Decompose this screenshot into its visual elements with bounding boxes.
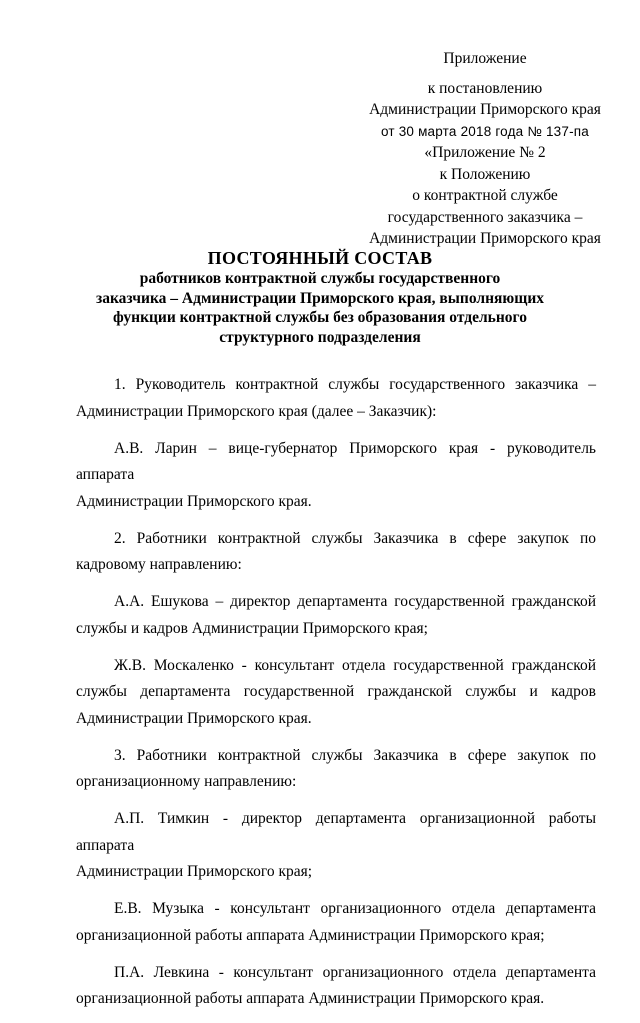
paragraph	[76, 653, 596, 733]
paragraph	[76, 743, 596, 796]
paragraph-line: А.В. Ларин – вице-губернатор Приморского края - руководитель аппарата	[76, 439, 596, 483]
paragraph-line: кадровому направлению:	[76, 556, 242, 573]
appendix-header	[340, 48, 630, 250]
paragraph-line: Е.В. Музыка - консультант организационного отдела департамента	[114, 900, 596, 917]
appendix-line: Администрации Приморского края	[369, 230, 601, 247]
appendix-line: о контрактной службе	[412, 187, 558, 204]
appendix-line: к постановлению	[427, 79, 543, 97]
paragraph	[76, 896, 596, 949]
paragraph-line: Администрации Приморского края (далее – Заказчик):	[76, 402, 437, 420]
paragraph	[76, 806, 596, 886]
resolution-date-line: от 30 марта 2018 года № 137-па	[380, 123, 590, 139]
paragraph-line: 3. Работники контрактной службы Заказчика в сфере закупок по	[114, 746, 596, 764]
paragraph-line: Администрации Приморского края.	[76, 709, 312, 727]
appendix-title: Приложение	[443, 50, 527, 67]
paragraph	[76, 960, 596, 1013]
document-subtitle	[0, 269, 640, 347]
paragraph-line: П.А. Левкина - консультант организационного отдела департамента	[114, 963, 596, 981]
paragraph-line: Администрации Приморского края;	[76, 863, 313, 880]
paragraph-line: 1. Руководитель контрактной службы государственного заказчика –	[114, 376, 596, 393]
paragraph-line: 2. Работники контрактной службы Заказчика в сфере закупок по	[114, 529, 596, 547]
subtitle-line: структурного подразделения	[219, 328, 421, 346]
document-title: ПОСТОЯННЫЙ СОСТАВ	[207, 248, 433, 268]
paragraph	[76, 589, 596, 642]
appendix-line: государственного заказчика –	[387, 208, 583, 226]
paragraph-line: А.А. Ешукова – директор департамента государственной гражданской	[114, 593, 596, 610]
paragraph-line: Ж.В. Москаленко - консультант отдела государственной гражданской	[114, 656, 596, 674]
paragraph-line: организационной работы аппарата Администрации Приморского края.	[76, 990, 545, 1007]
paragraph-line: А.П. Тимкин - директор департамента организационной работы аппарата	[76, 810, 596, 854]
appendix-line: Администрации Приморского края	[369, 101, 601, 118]
paragraph-line: службы и кадров Администрации Приморского края;	[76, 619, 428, 637]
appendix-line: к Положению	[439, 165, 531, 183]
paragraph	[76, 526, 596, 579]
paragraph	[76, 436, 596, 516]
paragraph-line: организационной работы аппарата Администрации Приморского края;	[76, 926, 545, 944]
document-body	[76, 372, 596, 1023]
subtitle-line: функции контрактной службы без образования отдельного	[113, 309, 527, 326]
paragraph-line: организационному направлению:	[76, 773, 297, 790]
paragraph-line: Администрации Приморского края.	[76, 492, 312, 510]
appendix-line: «Приложение № 2	[424, 144, 546, 161]
subtitle-line: заказчика – Администрации Приморского края, выполняющих	[95, 289, 545, 307]
subtitle-line: работников контрактной службы государственного	[139, 270, 501, 287]
paragraph-line: службы департамента государственной гражданской службы и кадров	[76, 683, 596, 700]
paragraph	[76, 372, 596, 425]
